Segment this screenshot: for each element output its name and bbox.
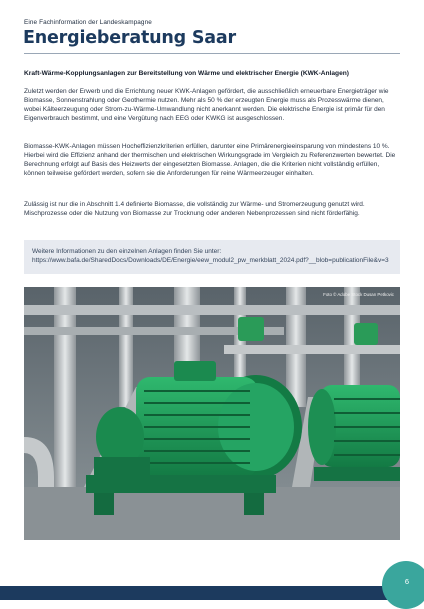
paragraph-1-text: Zuletzt werden der Erwerb und die Errichtung neuer KWK-Anlagen gefördert, die ausschließlich erneuerbare Energieträger wie Biomasse, Sonnenstrahlung oder Geothermie nutzen. Mehr als 50 % der erzeugten Energie muss als Prozesswärme dienen, wobei Kälteerzeugung oder Strom-zu-Wärme-Umwandlung nicht anerkannt werden. Die elektrische Energie ist primär für den Eigenverbrauch bestimmt, und eine Vergütung nach EEG oder KWKG ist ausgeschlossen. [24, 88, 389, 123]
header-divider [24, 53, 400, 54]
paragraph-3-text: Zulässig ist nur die in Abschnitt 1.4 definierte Biomasse, die vollständig zur Wärme- und Stromerzeugung genutzt wird. Mischprozesse oder die Nutzung von Biomasse zur Trocknung oder anderen Nebenprozessen sind nicht förderfähig. [24, 201, 365, 218]
footer-bar [0, 586, 424, 600]
paragraph-2 [24, 142, 402, 179]
paragraph-3 [24, 200, 402, 218]
page-number: 6 [404, 577, 410, 586]
info-box [24, 240, 400, 274]
section-heading: Kraft-Wärme-Kopplungsanlagen zur Bereitstellung von Wärme und elektrischer Energie (KWK-Anlagen) [24, 70, 349, 77]
chp-plant-illustration [24, 287, 400, 540]
page-title: Energieberatung Saar [23, 28, 236, 48]
photo-credit: Foto © Adobe Stock Dusan Petkovic [323, 292, 394, 297]
info-box-text[interactable]: Weitere Informationen zu den einzelnen Anlagen finden Sie unter: https://www.bafa.de/SharedDocs/Downloads/DE/Energie/eew_modul2_pw_merkblatt_2024.pdf?__blob=publicationFile&v=3 [32, 248, 389, 265]
page-number-badge [382, 561, 424, 609]
industrial-photo [24, 287, 400, 540]
paragraph-2-text: Biomasse-KWK-Anlagen müssen Hocheffizienzkriterien erfüllen, darunter eine Primärenergieeinsparung von mindestens 10 %. Hierbei wird die Effizienz anhand der thermischen und elektrischen Wirkungsgrade im Vergleich zu Referenzwerten bewertet. Die Berechnung erfolgt auf Basis des Heizwerts der eingesetzten Biomasse. Anlagen, die die Kriterien nicht vollständig erfüllen, können teilweise gefördert werden, sofern sie die Anforderungen für reine Wärmeerzeuger einhalten. [24, 143, 396, 178]
header-kicker: Eine Fachinformation der Landeskampagne [24, 19, 152, 26]
paragraph-1 [24, 87, 402, 124]
